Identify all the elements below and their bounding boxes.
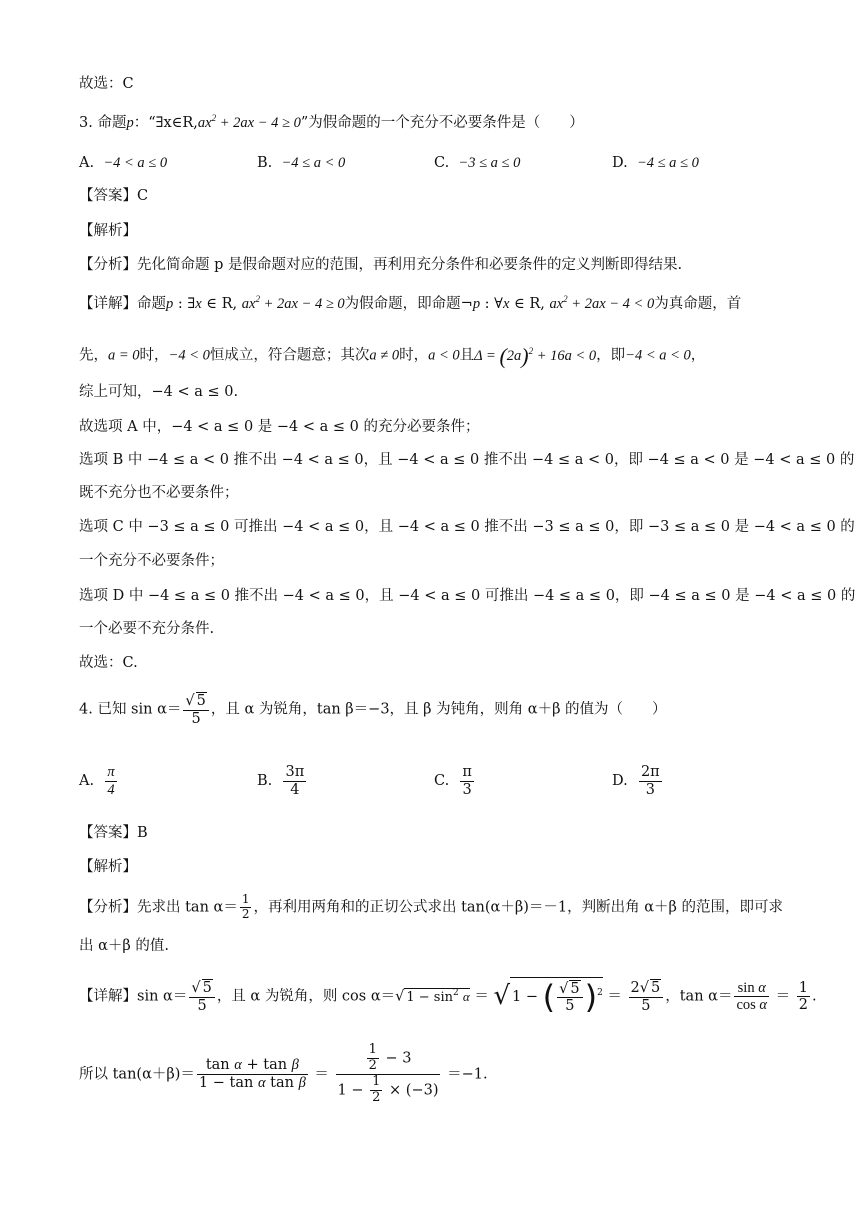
q3-option-b: B. −4 ≤ a < 0	[257, 155, 346, 171]
q3-stem	[79, 115, 584, 132]
q3-inequality: $ax^2 + 2ax - 4 \ge 0$	[197, 113, 301, 131]
q3-option-d-analysis-2: 一个必要不充分条件.	[79, 621, 215, 637]
q3-option-b-analysis-1: 选项 B 中 −4 ≤ a < 0 推不出 −4 < a ≤ 0，且 −4 < a ≤ 0 推不出 −4 ≤ a < 0，即 −4 ≤ a < 0 是 −4 < a ≤ 0 的	[79, 452, 855, 468]
q3-final-choice: 故选：C.	[79, 655, 138, 671]
q3-xiangjie-line1: 【详解】命题p : ∃x ∈ R, $ax^2 + 2ax - 4 \ge 0$为假命题，即命题¬p : ∀x ∈ R, $ax^2 + 2ax - 4 < 0$为真命题，首	[79, 294, 742, 312]
q4-stem: 4. 已知 sin α＝ $\frac{√ 5}{5}$ ，且 α 为锐角，tan β＝−3，且 β 为钝角，则角 α＋β 的值为（ ）	[79, 693, 667, 727]
q3-stem-tail: ”为假命题的一个充分不必要条件是（ ）	[300, 115, 584, 131]
q3-analysis-heading: 【解析】	[79, 223, 137, 239]
q3-option-c-analysis-2: 一个充分不必要条件；	[79, 553, 224, 569]
q3-xiangjie-line2: 先，a = 0时，−4 < 0恒成立，符合题意；其次a ≠ 0时，a < 0且$\Delta = (2a)^2 + 16a < 0$，即−4 < a < 0，	[79, 343, 706, 368]
q4-option-b: B. $\frac{3\pi}{4}$	[257, 764, 305, 798]
q4-option-a: A. $\frac{\pi}{4}$	[79, 764, 115, 798]
q3-answer: 【答案】C	[79, 188, 149, 204]
q3-xiangjie-line3: 综上可知，−4 < a ≤ 0.	[79, 384, 239, 400]
q3-stem-a: 命题	[97, 115, 127, 131]
q4-answer: 【答案】B	[79, 825, 148, 841]
q3-option-a-analysis: 故选项 A 中，−4 < a ≤ 0 是 −4 < a ≤ 0 的充分必要条件；	[79, 419, 480, 435]
q3-var-p: p	[126, 115, 134, 131]
q3-option-a: A. −4 < a ≤ 0	[79, 155, 168, 171]
q3-option-d-analysis-1: 选项 D 中 −4 ≤ a ≤ 0 推不出 −4 < a ≤ 0，且 −4 < a ≤ 0 可推出 −4 ≤ a ≤ 0，即 −4 ≤ a ≤ 0 是 −4 < a ≤ 0 的	[79, 588, 856, 604]
q4-option-c: C. $\frac{\pi}{3}$	[434, 764, 472, 798]
q3-option-d: D. −4 ≤ a ≤ 0	[612, 155, 699, 171]
q4-xiangjie: 【详解】sin α＝ $\frac{√ 5}{5}$ ，且 α 为锐角，则 cos α＝√ $1 - \sin^2 \alpha$ ＝ √ 1 − ( $\frac{√ 5}{5}$ )$^2$ ＝ $\frac{2√ 5}{5}$ ，tan α＝ $\frac{\text{sin α}}{\text{cos α}}$ ＝ $\frac{1}{2}$ .	[79, 978, 817, 1016]
q4-fenxi-line1: 【分析】先求出 tan α＝ $\frac{1}{2}$ ，再利用两角和的正切公式求出 tan(α＋β)＝－1，判断出角 α＋β 的范围，即可求	[79, 892, 783, 921]
q3-fenxi: 【分析】先化简命题 p 是假命题对应的范围，再利用充分条件和必要条件的定义判断即得结果.	[79, 257, 683, 273]
q3-option-c: C. −3 ≤ a ≤ 0	[434, 155, 521, 171]
q4-option-d: D. $\frac{2\pi}{3}$	[612, 764, 660, 798]
q4-fenxi-line2: 出 α＋β 的值.	[79, 938, 170, 954]
q4-analysis-heading: 【解析】	[79, 859, 137, 875]
q3-stem-b: ：“∃x∈R,	[133, 115, 198, 131]
previous-answer-line: 故选：C	[79, 76, 134, 92]
q3-number: 3.	[79, 115, 93, 131]
q3-option-c-analysis-1: 选项 C 中 −3 ≤ a ≤ 0 可推出 −4 < a ≤ 0，且 −4 < a ≤ 0 推不出 −3 ≤ a ≤ 0，即 −3 ≤ a ≤ 0 是 −4 < a ≤ 0 的	[79, 519, 855, 535]
q4-final-formula: 所以 tan(α＋β)＝ $\frac{\text{tan α + tan β}}{\text{1 − tan α tan β}}$ ＝ $\frac{1}{2}$ − 3 1 − $\frac{1}{2}$ × (−3) ＝−1.	[79, 1042, 488, 1105]
q3-option-b-analysis-2: 既不充分也不必要条件；	[79, 485, 239, 501]
